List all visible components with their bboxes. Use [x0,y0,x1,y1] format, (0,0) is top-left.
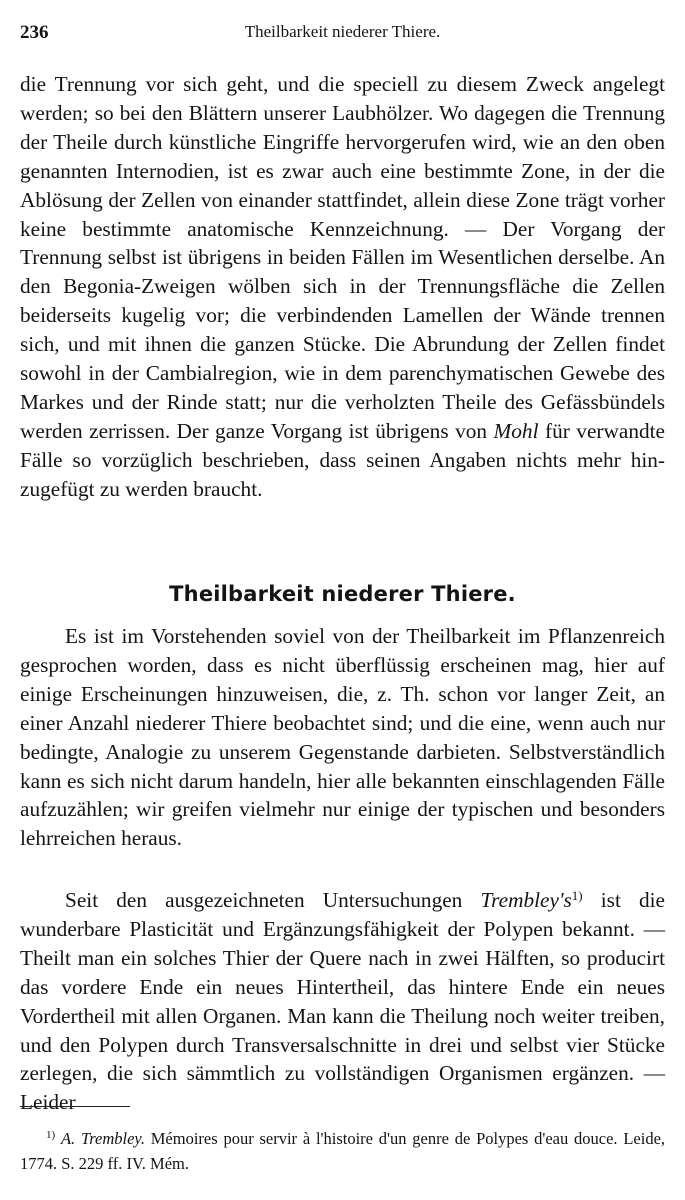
paragraph-1-end: für verwandte Fälle so vorzüglich beschrieben, dass seinen Angaben nichts mehr hinzugefügt zu werden braucht. [20,418,665,501]
author-trembley: Trembley's [480,888,572,912]
author-mohl: Mohl [493,418,539,443]
footnote-divider [20,1106,130,1107]
footnote-text: Mémoires pour servir à l'histoire d'un genre de Polypes d'eau douce. Leide, 1774. S. 229 ff. IV. Mém. [20,1129,666,1173]
footnote-reference: 1) [571,888,583,903]
running-title: Theilbarkeit niederer Thiere. [244,22,441,41]
paragraph-1 [20,70,665,504]
paragraph-2: Es ist im Vorstehenden soviel von der Theilbarkeit im Pflanzenreich gesprochen worden, dass es nicht überflüssig erscheinen mag, hier auf einige Erscheinungen hinzuweisen, die, z. Th. schon vor langer Zeit, an einer Anzahl niederer Thiere beobachtet sind; und die eine, wenn auch nur bedingte, Analogie zu unserem Gegenstande darbieten. Selbstverständlich kann es sich nicht darum handeln, hier alle bekannten einschlagenden Fälle aufzuzählen; wir greifen vielmehr nur einige der typischen und besonders lehrreichen heraus. [20,624,665,851]
paragraph-3 [20,882,665,1117]
paragraph-1-text: die Trennung vor sich geht, und die speciell zu diesem Zweck angelegt werden; so bei den Blättern unserer Laubhölzer. Wo dagegen die Trennung der Theile durch künstliche Eingriffe hervorgerufen wird, wie an den oben genannten Internodien, ist es zwar auch eine bestimmte Zone, in der die Ablösung der Zellen von einander stattfindet, allein diese Zone trägt vorher keine bestimmte anatomische Kennzeichnung. — Der Vorgang der Trennung selbst ist übrigens in beiden Fällen im Wesentlichen derselbe. An den Begonia-Zweigen wölben sich in der Trennungsfläche die Zellen beiderseits kugelig vor; die verbindenden Lamellen der Wände trennen sich, und mit ihnen die ganzen Stücke. Die Abrundung der Zellen findet sowohl in der Cambialregion, wie in dem parenchymatischen Gewebe des Markes und der Rinde statt; nur die verholzten Theile des Gefässbündels werden zerrissen. Der ganze Vorgang ist übrigens von [20,72,665,443]
paragraph-3-start: Seit den ausgezeichneten Untersuchungen [65,888,463,912]
paragraph-3-rest: ist die wunderbare Plasticität und Ergänzungsfähigkeit der Polypen bekannt. — Theilt man ein solches Thier der Quere nach in zwei Hälften, so producirt das vordere Ende ein neues Hintertheil, das hintere Ende ein neues Vordertheil mit allen Organen. Man kann die Theilung noch weiter treiben, und den Polypen durch Transversalschnitte in drei und selbst vier Stücke zerlegen, die sich sämmtlich zu vollständigen Organismen ergänzen. — Leider [20,888,666,1115]
section-heading: Theilbarkeit niederer Thiere. [169,582,516,606]
page-number: 236 [20,22,49,43]
page-header [20,22,665,46]
footnote-author: A. Trembley. [60,1129,145,1148]
footnote [20,1123,665,1176]
footnote-mark: 1) [46,1129,56,1141]
